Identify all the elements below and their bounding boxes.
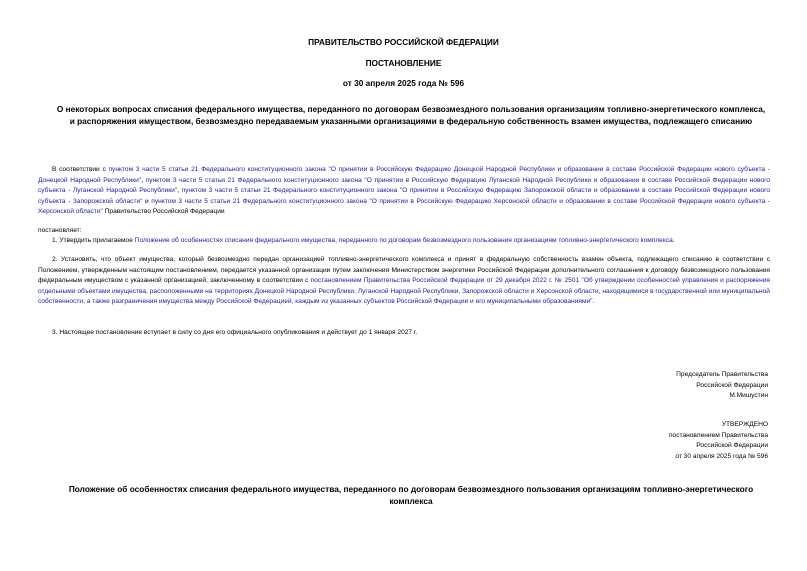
approved-by: постановлением Правительства	[668, 431, 768, 439]
date-number-heading: от 30 апреля 2025 года № 596	[342, 78, 465, 88]
government-heading: ПРАВИТЕЛЬСТВО РОССИЙСКОЙ ФЕДЕРАЦИИ	[308, 37, 499, 47]
preamble-text-1: В соответствии с	[52, 166, 109, 173]
item-2-paragraph	[38, 255, 770, 308]
signature-name: М.Мишустин	[729, 392, 768, 399]
approved-country: Российской Федерации	[696, 442, 768, 449]
preamble-text-3: ,	[177, 187, 182, 194]
law-link-zaporozhye[interactable]: пунктом 3 части 5 статьи 21 Федерального конституционного закона "О принятии в Российскую Федерацию Запорожской области и образовании в составе Российской Федерации нового субъекта - Запорожской области"	[38, 187, 770, 205]
law-link-donetsk[interactable]: пунктом 3 части 5 статьи 21 Федерального конституционного закона "О принятии в Российскую Федерацию Донецкой Народной Республики и образовании в составе Российской Федерации нового субъекта - Донецкой Народной Республики"	[38, 166, 771, 184]
preamble-text-4: и	[142, 197, 152, 205]
appendix-title: Положение об особенностях списания федерального имущества, переданного по договорам безвозмездного пользования организациям топливно-энергетического комплекса	[68, 484, 754, 506]
item-3-paragraph: 3. Настоящее постановление вступает в силу со дня его официального опубликования и действует до 1 января 2027 г.	[52, 329, 418, 336]
signature-country: Российской Федерации	[696, 381, 768, 389]
regulation-link[interactable]: Положение об особенностях списания федерального имущества, переданного по договорам безвозмездного пользования организациям топливно-энергетического комплекса	[134, 237, 673, 244]
postanovlyaet-label: постановляет:	[38, 227, 82, 234]
preamble-text-2: ,	[141, 176, 146, 184]
document-title: О некоторых вопросах списания федерального имущества, переданного по договорам безвозмездного пользования организациям топливно-энергетического комплекса, и распоряжения имуществом, безвозмездно передаваемым указанными организациями в федеральную собственность взамен имущества, подлежащего списанию	[56, 104, 766, 126]
signature-position: Председатель Правительства	[676, 371, 768, 378]
law-link-lugansk[interactable]: пунктом 3 части 5 статьи 21 Федерального конституционного закона "О принятии в Российскую Федерацию Луганской Народной Республики и образовании в составе Российской Федерации нового субъекта - Луганской Народной Республики"	[38, 176, 771, 194]
approved-block	[669, 420, 768, 462]
item-2-text-1: 2. Установить, что объект имущества, который безвозмездно передан организацией топливно-энергетического комплекса и принят в федеральную собственность взамен объекта, подлежащего списанию в соответствии с Положением, утвержденным настоящим постановлением, передается указанной организации путем заключения Министерством энергетики Российской Федерации дополнительного соглашения к договору безвозмездного пользования федеральным имуществом с указанной организацией, заключенному в соответствии с	[38, 256, 770, 284]
item-1-text-1: 1. Утвердить прилагаемое	[52, 237, 135, 244]
signature-block	[676, 370, 768, 402]
doc-type-heading: ПОСТАНОВЛЕНИЕ	[365, 58, 442, 68]
preamble-paragraph	[38, 165, 770, 218]
law-link-kherson[interactable]: пунктом 3 части 5 статьи 21 Федерального конституционного закона "О принятии в Российскую Федерацию Херсонской области и образовании в составе Российской Федерации нового субъекта - Херсонской области"	[38, 197, 770, 215]
item-1-text-2: .	[672, 237, 675, 244]
resolution-2501-link[interactable]: постановлением Правительства Российской Федерации от 29 декабря 2022 г. № 2501 "Об утверждении особенностей управления и распоряжения отдельными объектами имущества, расположенными на территориях Донецкой Народной Республики, Луганской Народной Республики, Запорожской области и Херсонской области, находящимися в государственной или муниципальной собственности, а также разграничения имущества между Российской Федерацией, каждым из указанных субъектов Российской Федерации и его муниципальными образованиями"	[38, 277, 770, 305]
approved-label: УТВЕРЖДЕНО	[721, 421, 768, 428]
approved-date: от 30 апреля 2025 года № 596	[675, 452, 768, 460]
item-2-text-2: .	[592, 298, 595, 305]
preamble-text-5: Правительство Российской Федерации	[102, 208, 225, 215]
item-1-paragraph	[38, 236, 770, 247]
